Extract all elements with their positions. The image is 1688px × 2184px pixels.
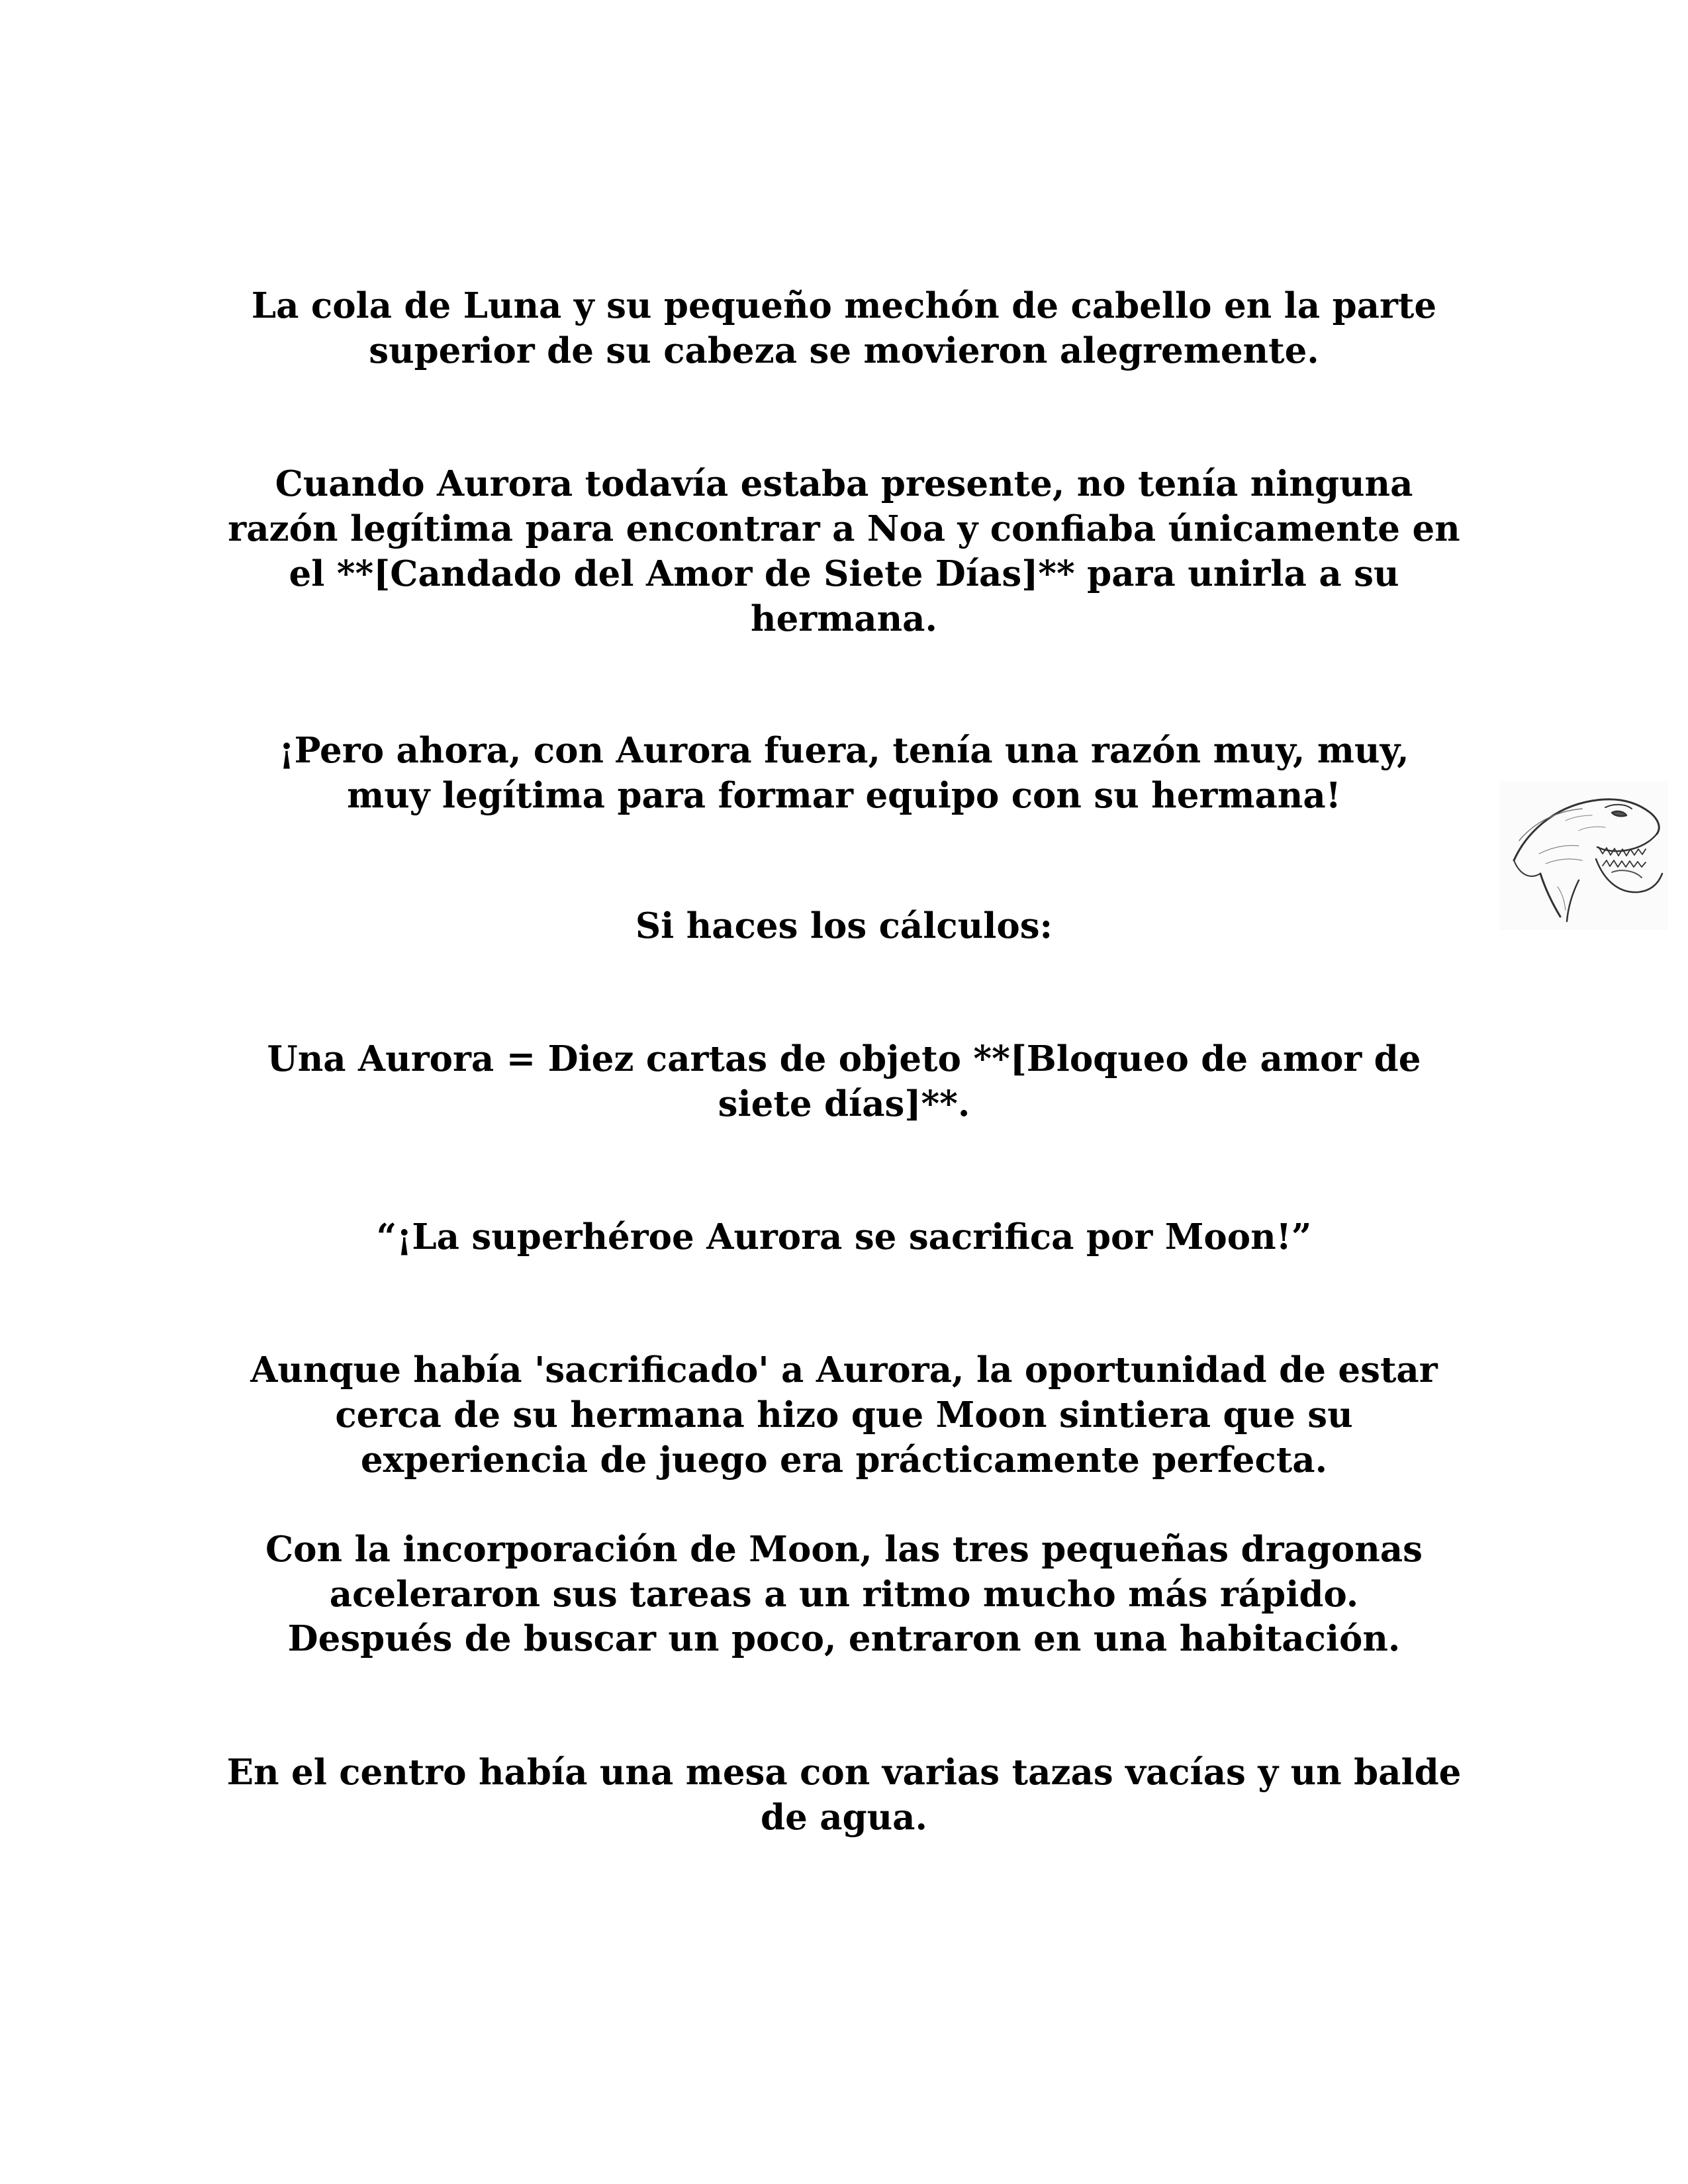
paragraph-line: En el centro había una mesa con varias tazas vacías y un balde — [226, 1752, 1462, 1793]
paragraph-line: Después de buscar un poco, entraron en una habitación. — [287, 1618, 1401, 1659]
paragraph-2 — [199, 461, 1489, 641]
paragraph-6 — [199, 1214, 1489, 1259]
paragraph-line: hermana. — [751, 598, 937, 639]
paragraph-line: de agua. — [761, 1797, 927, 1838]
paragraph-8 — [199, 1527, 1489, 1617]
paragraph-line: Cuando Aurora todavía estaba presente, no tenía ninguna — [275, 463, 1413, 504]
paragraph-line: experiencia de juego era prácticamente perfecta. — [360, 1439, 1328, 1480]
paragraph-line: siete días]**. — [718, 1083, 970, 1124]
paragraph-line: Aunque había 'sacrificado' a Aurora, la oportunidad de estar — [250, 1349, 1438, 1390]
paragraph-line: superior de su cabeza se movieron alegremente. — [369, 330, 1319, 371]
paragraph-4 — [199, 903, 1489, 948]
paragraph-9 — [199, 1616, 1489, 1661]
paragraph-line: el **[Candado del Amor de Siete Días]** para unirla a su — [289, 553, 1399, 594]
paragraph-line: muy legítima para formar equipo con su hermana! — [347, 775, 1341, 816]
paragraph-line: Con la incorporación de Moon, las tres pequeñas dragonas — [265, 1529, 1423, 1570]
dinosaur-head-sketch-icon — [1499, 781, 1668, 930]
paragraph-1 — [199, 283, 1489, 373]
paragraph-line: La cola de Luna y su pequeño mechón de cabello en la parte — [251, 285, 1437, 326]
paragraph-line: “¡La superhéroe Aurora se sacrifica por Moon!” — [376, 1216, 1312, 1257]
paragraph-line: Una Aurora = Diez cartas de objeto **[Bloqueo de amor de — [267, 1038, 1421, 1079]
paragraph-line: cerca de su hermana hizo que Moon sintiera que su — [335, 1394, 1353, 1435]
paragraph-10 — [199, 1750, 1489, 1840]
paragraph-3 — [199, 728, 1489, 818]
paragraph-line: ¡Pero ahora, con Aurora fuera, tenía una razón muy, muy, — [279, 730, 1409, 771]
paragraph-7 — [199, 1347, 1489, 1482]
paragraph-line: razón legítima para encontrar a Noa y confiaba únicamente en — [228, 508, 1460, 549]
paragraph-5 — [199, 1036, 1489, 1126]
paragraph-line: aceleraron sus tareas a un ritmo mucho más rápido. — [329, 1574, 1359, 1615]
paragraph-line: Si haces los cálculos: — [635, 905, 1053, 946]
